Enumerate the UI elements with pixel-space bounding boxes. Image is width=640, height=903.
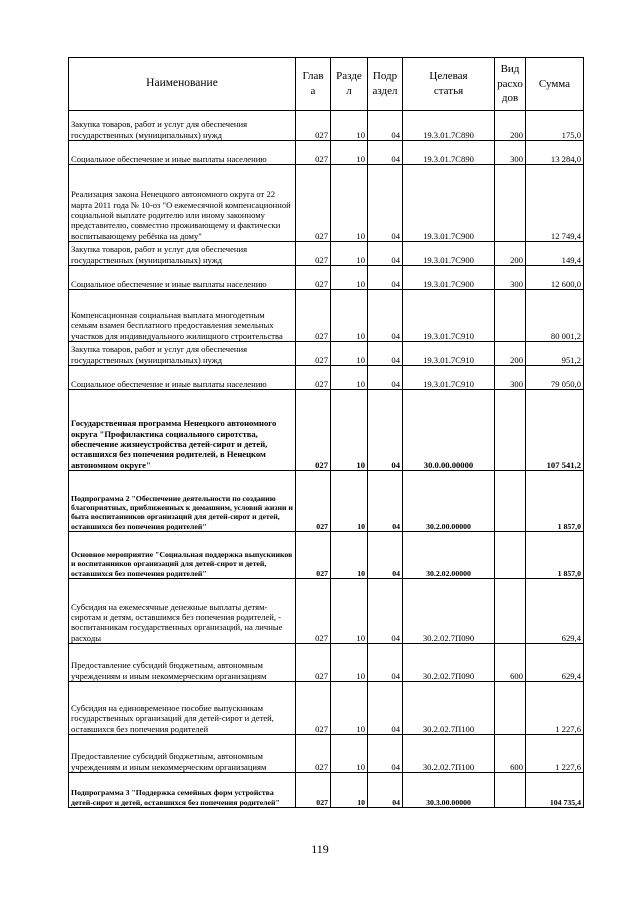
cell-sum: 1 857,0 (526, 471, 584, 532)
cell-name: Предоставление субсидий бюджетным, автономным учреждениям и иным некоммерческим организациям (69, 644, 296, 682)
header-razdel-label: Разде л (336, 70, 362, 97)
header-name: Наименование (69, 58, 296, 111)
cell-sum: 104 735,4 (526, 773, 584, 808)
cell-target-article: 30.2.02.7П100 (403, 735, 495, 773)
cell-expense-type (495, 471, 526, 532)
cell-glava: 027 (296, 390, 331, 471)
table-row (69, 579, 584, 644)
cell-podrazdel: 04 (368, 579, 403, 644)
table-row (69, 366, 584, 390)
cell-sum: 80 001,2 (526, 290, 584, 342)
cell-name: Социальное обеспечение и иные выплаты населению (69, 366, 296, 390)
cell-sum: 629,4 (526, 579, 584, 644)
header-glava (296, 58, 331, 111)
cell-podrazdel: 04 (368, 165, 403, 242)
header-target-article (403, 58, 495, 111)
cell-sum: 107 541,2 (526, 390, 584, 471)
cell-glava: 027 (296, 290, 331, 342)
cell-target-article: 19.3.01.7С900 (403, 266, 495, 290)
budget-table (68, 57, 584, 808)
cell-expense-type: 200 (495, 342, 526, 366)
cell-glava: 027 (296, 682, 331, 735)
cell-expense-type (495, 532, 526, 579)
cell-target-article: 19.3.01.7С910 (403, 290, 495, 342)
cell-name: Закупка товаров, работ и услуг для обеспечения государственных (муниципальных) нужд (69, 242, 296, 266)
cell-glava: 027 (296, 242, 331, 266)
table-row (69, 735, 584, 773)
cell-target-article: 30.2.02.7П100 (403, 682, 495, 735)
cell-expense-type: 300 (495, 366, 526, 390)
header-podrazdel-label: Подр аздел (372, 70, 398, 97)
cell-sum: 149,4 (526, 242, 584, 266)
header-expense-type (495, 58, 526, 111)
cell-razdel: 10 (331, 342, 368, 366)
cell-name: Субсидия на единовременное пособие выпускникам государственных организаций для детей-сирот и детей, оставшихся без попечения родителей (69, 682, 296, 735)
cell-podrazdel: 04 (368, 471, 403, 532)
cell-name: Субсидия на ежемесячные денежные выплаты детям-сиротам и детям, оставшимся без попечения родителей, - воспитанникам государственных организаций, на личные расходы (69, 579, 296, 644)
cell-target-article: 19.3.01.7С900 (403, 165, 495, 242)
cell-glava: 027 (296, 471, 331, 532)
cell-expense-type: 600 (495, 644, 526, 682)
cell-target-article: 30.0.00.00000 (403, 390, 495, 471)
cell-razdel: 10 (331, 471, 368, 532)
table-row (69, 471, 584, 532)
table-row (69, 532, 584, 579)
cell-glava: 027 (296, 111, 331, 141)
cell-razdel: 10 (331, 366, 368, 390)
cell-podrazdel: 04 (368, 342, 403, 366)
cell-expense-type (495, 290, 526, 342)
cell-target-article: 30.2.02.00000 (403, 532, 495, 579)
page-number: 119 (311, 842, 329, 856)
cell-glava: 027 (296, 266, 331, 290)
cell-glava: 027 (296, 644, 331, 682)
cell-target-article: 30.3.00.00000 (403, 773, 495, 808)
cell-podrazdel: 04 (368, 141, 403, 165)
table-row (69, 141, 584, 165)
cell-podrazdel: 04 (368, 773, 403, 808)
cell-podrazdel: 04 (368, 242, 403, 266)
cell-podrazdel: 04 (368, 366, 403, 390)
cell-podrazdel: 04 (368, 111, 403, 141)
cell-sum: 1 227,6 (526, 735, 584, 773)
cell-glava: 027 (296, 165, 331, 242)
table-row (69, 644, 584, 682)
table-row (69, 266, 584, 290)
cell-target-article: 30.2.00.00000 (403, 471, 495, 532)
cell-podrazdel: 04 (368, 735, 403, 773)
table-row (69, 111, 584, 141)
cell-target-article: 30.2.02.7П090 (403, 644, 495, 682)
cell-sum: 12 600,0 (526, 266, 584, 290)
cell-razdel: 10 (331, 111, 368, 141)
cell-name: Подпрограмма 2 "Обеспечение деятельности по созданию благоприятных, приближенных к домашним, условий жизни и быта воспитанников организаций для детей-сирот и детей, оставшихся без попечения родителей" (69, 471, 296, 532)
table-row (69, 682, 584, 735)
cell-razdel: 10 (331, 579, 368, 644)
cell-name: Предоставление субсидий бюджетным, автономным учреждениям и иным некоммерческим организациям (69, 735, 296, 773)
cell-target-article: 19.3.01.7С910 (403, 342, 495, 366)
cell-target-article: 19.3.01.7С890 (403, 141, 495, 165)
cell-podrazdel: 04 (368, 290, 403, 342)
cell-razdel: 10 (331, 266, 368, 290)
cell-podrazdel: 04 (368, 682, 403, 735)
header-razdel (331, 58, 368, 111)
cell-name: Государственная программа Ненецкого автономного округа "Профилактика социального сиротства, обеспечение жизнеустройства детей-сирот и детей, оставшихся без попечения родителей, в Ненецком автономном округе" (69, 390, 296, 471)
cell-expense-type: 300 (495, 141, 526, 165)
cell-razdel: 10 (331, 644, 368, 682)
cell-name: Подпрограмма 3 "Поддержка семейных форм устройства детей-сирот и детей, оставшихся без попечения родителей" (69, 773, 296, 808)
cell-sum: 175,0 (526, 111, 584, 141)
cell-name: Закупка товаров, работ и услуг для обеспечения государственных (муниципальных) нужд (69, 342, 296, 366)
table-row (69, 242, 584, 266)
table-row (69, 165, 584, 242)
header-podrazdel (368, 58, 403, 111)
cell-sum: 79 050,0 (526, 366, 584, 390)
cell-podrazdel: 04 (368, 390, 403, 471)
cell-razdel: 10 (331, 390, 368, 471)
cell-name: Реализация закона Ненецкого автономного округа от 22 марта 2011 года № 10-оз "О ежемесячной компенсационной социальной выплате родителю или иному законному представителю, совместно проживающему и фактически воспитывающему ребёнка на дому" (69, 165, 296, 242)
cell-podrazdel: 04 (368, 532, 403, 579)
cell-target-article: 19.3.01.7С890 (403, 111, 495, 141)
cell-expense-type (495, 390, 526, 471)
cell-razdel: 10 (331, 290, 368, 342)
cell-expense-type (495, 682, 526, 735)
cell-razdel: 10 (331, 165, 368, 242)
cell-target-article: 19.3.01.7С910 (403, 366, 495, 390)
cell-razdel: 10 (331, 682, 368, 735)
cell-expense-type: 300 (495, 266, 526, 290)
cell-glava: 027 (296, 532, 331, 579)
cell-sum: 13 284,0 (526, 141, 584, 165)
cell-name: Основное мероприятие "Социальная поддержка выпускников и воспитанников организаций для детей-сирот и детей, оставшихся без попечения родителей" (69, 532, 296, 579)
header-glava-label: Глав а (302, 70, 324, 97)
cell-expense-type: 600 (495, 735, 526, 773)
cell-glava: 027 (296, 366, 331, 390)
cell-glava: 027 (296, 141, 331, 165)
cell-target-article: 19.3.01.7С900 (403, 242, 495, 266)
cell-name: Компенсационная социальная выплата многодетным семьям взамен бесплатного предоставления земельных участков для индивидуального жилищного строительства (69, 290, 296, 342)
cell-razdel: 10 (331, 773, 368, 808)
cell-target-article: 30.2.02.7П090 (403, 579, 495, 644)
cell-sum: 1 227,6 (526, 682, 584, 735)
table-body (69, 111, 584, 808)
table-row (69, 773, 584, 808)
cell-expense-type (495, 579, 526, 644)
cell-name: Закупка товаров, работ и услуг для обеспечения государственных (муниципальных) нужд (69, 111, 296, 141)
cell-razdel: 10 (331, 141, 368, 165)
header-target-article-label: Целевая статья (429, 70, 468, 97)
cell-razdel: 10 (331, 532, 368, 579)
cell-podrazdel: 04 (368, 644, 403, 682)
cell-sum: 629,4 (526, 644, 584, 682)
header-sum: Сумма (526, 58, 584, 111)
cell-expense-type: 200 (495, 111, 526, 141)
cell-razdel: 10 (331, 242, 368, 266)
cell-glava: 027 (296, 735, 331, 773)
header-expense-type-label: Вид расхо дов (497, 62, 523, 105)
table-row (69, 342, 584, 366)
cell-glava: 027 (296, 773, 331, 808)
cell-sum: 12 749,4 (526, 165, 584, 242)
cell-podrazdel: 04 (368, 266, 403, 290)
cell-name: Социальное обеспечение и иные выплаты населению (69, 266, 296, 290)
cell-expense-type: 200 (495, 242, 526, 266)
table-row (69, 390, 584, 471)
cell-expense-type (495, 773, 526, 808)
cell-sum: 1 857,0 (526, 532, 584, 579)
cell-razdel: 10 (331, 735, 368, 773)
cell-expense-type (495, 165, 526, 242)
cell-sum: 951,2 (526, 342, 584, 366)
table-row (69, 290, 584, 342)
table-header-row (69, 58, 584, 111)
cell-glava: 027 (296, 342, 331, 366)
cell-glava: 027 (296, 579, 331, 644)
cell-name: Социальное обеспечение и иные выплаты населению (69, 141, 296, 165)
